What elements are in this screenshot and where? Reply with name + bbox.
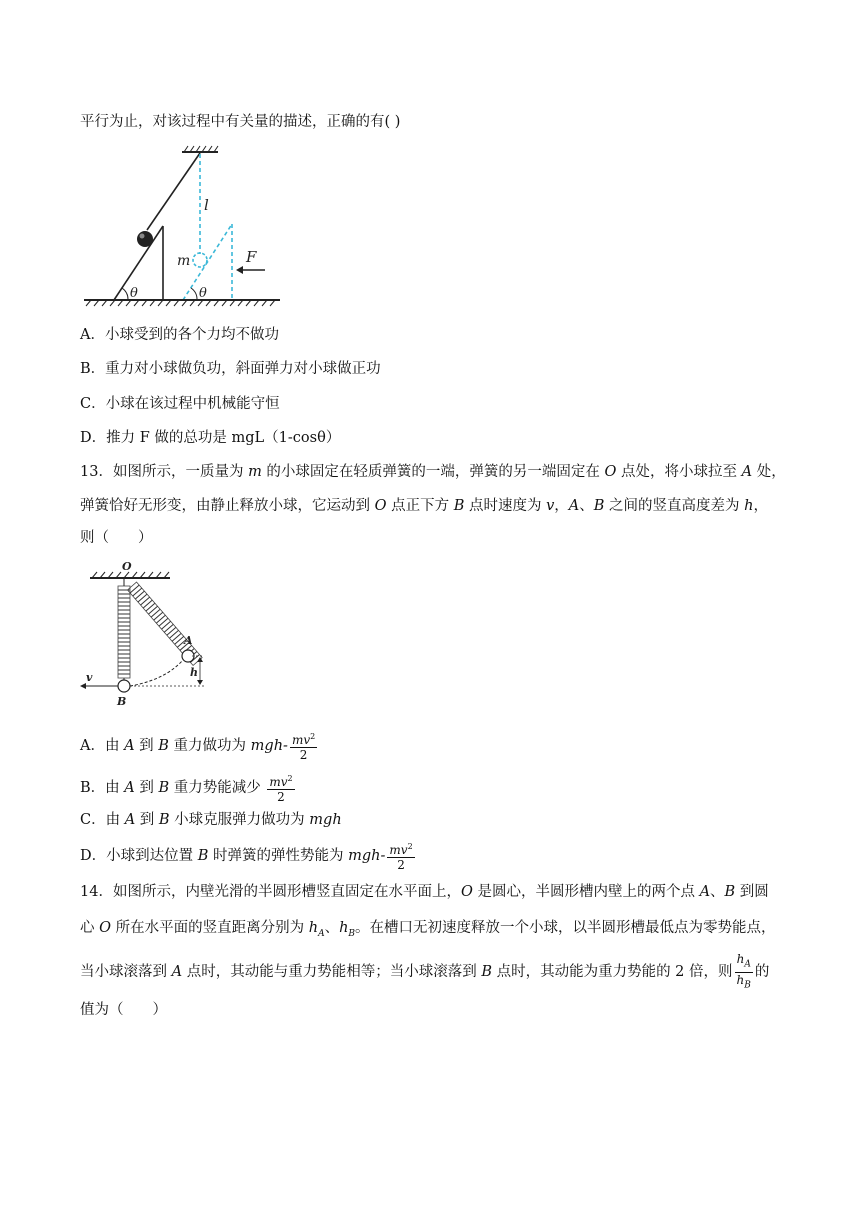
q13-figure xyxy=(80,560,220,710)
label-h: h xyxy=(190,666,198,679)
q13-option-c: C．由 A 到 B 小球克服弹力做功为 mgh xyxy=(80,812,342,828)
label-l: l xyxy=(204,196,209,214)
label-m: m xyxy=(177,253,191,269)
q12-option-c: C．小球在该过程中机械能守恒 xyxy=(80,396,280,412)
q14-stem-line1: 14．如图所示，内壁光滑的半圆形槽竖直固定在水平面上，O 是圆心，半圆形槽内壁上的两个点 A、B 到圆 xyxy=(80,884,769,900)
label-F: F xyxy=(246,248,257,266)
q13-stem-line3: 则（ ） xyxy=(80,530,153,546)
q14-stem-line4: 值为（ ） xyxy=(80,1002,167,1018)
label-B: B xyxy=(117,695,127,708)
q13-stem-line1: 13．如图所示，一质量为 m 的小球固定在轻质弹簧的一端，弹簧的另一端固定在 O 点处，将小球拉至 A 处， xyxy=(80,464,786,480)
q13-option-b: B．由 A 到 B 重力势能减少 $\frac{mv^2}{2}$ xyxy=(80,774,293,804)
q12-option-d: D．推力 F 做的总功是 mgL（1-cosθ） xyxy=(80,430,341,446)
label-theta-1: θ xyxy=(130,286,138,301)
q13-option-d: D．小球到达位置 B 时弹簧的弹性势能为 mgh- $\frac{mv^2}{2}$ xyxy=(80,842,413,872)
q12-option-a: A．小球受到的各个力均不做功 xyxy=(80,327,279,343)
q14-stem-line3: 当小球滚落到 A 点时，其动能与重力势能相等；当小球滚落到 B 点时，其动能为重力势能的 2 倍，则 $\frac{h_A}{h_B}$ 的 xyxy=(80,952,770,990)
q14-stem-line2: 心 O 所在水平面的竖直距离分别为 $h_A$、$h_B$。在槽口无初速度释放一个小球，以半圆形槽最低点为零势能点， xyxy=(80,920,776,939)
q12-stem: 平行为止，对该过程中有关量的描述，正确的有( ) xyxy=(80,114,401,130)
q12-option-b: B．重力对小球做负功，斜面弹力对小球做正功 xyxy=(80,361,381,377)
label-O: O xyxy=(122,560,132,573)
ball xyxy=(137,231,153,247)
label-theta-2: θ xyxy=(199,286,207,301)
label-v: v xyxy=(86,671,93,684)
label-A: A xyxy=(184,634,193,647)
q13-option-a: A．由 A 到 B 重力做功为 mgh- $\frac{mv^2}{2}$ xyxy=(80,732,316,762)
q13-stem-line2: 弹簧恰好无形变，由静止释放小球，它运动到 O 点正下方 B 点时速度为 v，A、B 之间的竖直高度差为 h， xyxy=(80,498,768,514)
q12-figure xyxy=(80,142,290,312)
